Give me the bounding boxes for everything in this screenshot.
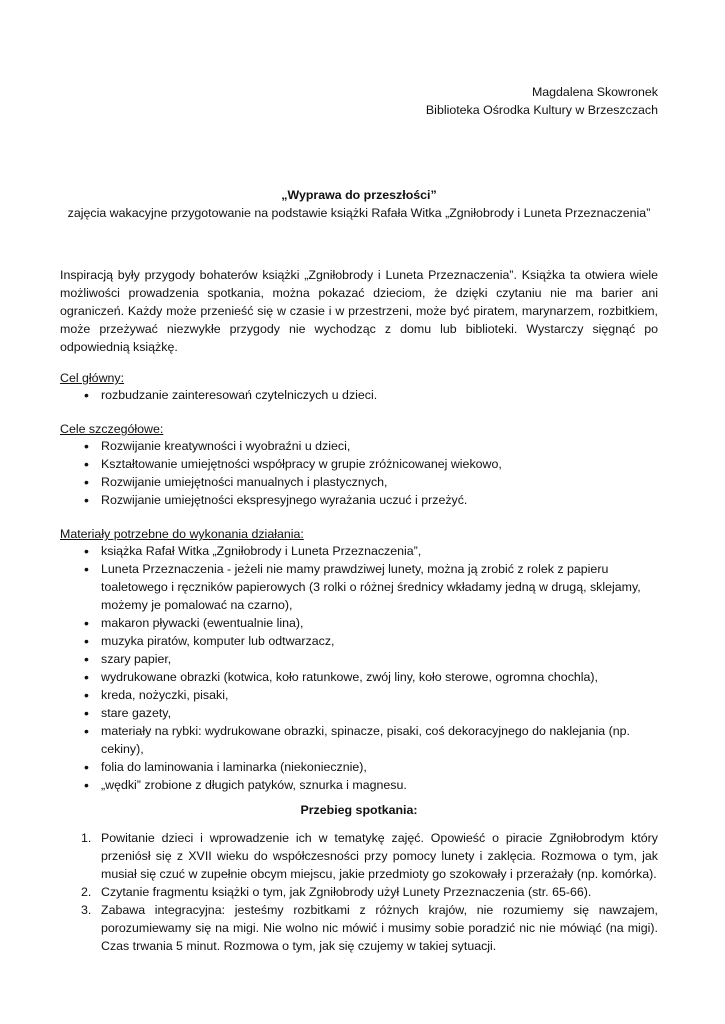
step-text: Czytanie fragmentu książki o tym, jak Zgniłobrody użył Lunety Przeznaczenia (str. 65-66). (101, 885, 592, 899)
materials-heading: Materiały potrzebne do wykonania działania: (60, 527, 304, 541)
intro-paragraph: Inspiracją były przygody bohaterów książki „Zgniłobrody i Luneta Przeznaczenia”. Książka ta otwiera wiele możliwości prowadzenia spotkania, można pokazać dzieciom, że dzięki czytaniu nie ma barier ani ograniczeń. Każdy może przenieść się w czasie i w przestrzeni, może być piratem, marynarzem, rozbitkiem, może przeżywać niezwykłe przygody nie wychodząc z domu lub biblioteki. Wystarczy sięgnąć po odpowiednią książkę. (60, 268, 658, 354)
list-item: • rozbudzanie zainteresowań czytelniczych u dzieci. (60, 386, 658, 404)
step-item (60, 883, 658, 901)
step-text: Powitanie dzieci i wprowadzenie ich w tematykę zajęć. Opowieść o piracie Zgniłobrodym który przeniósł się z XVII wieku do współczesności przy pomocy lunety i zaklęcia. Rozmowa o tym, jak musiał się czuć w zupełnie obcym miejscu, jakie przedmioty go szokowały i przerażały (np. komórka). (101, 831, 658, 881)
list-item: • Rozwijanie kreatywności i wyobraźni u dzieci, (60, 437, 658, 455)
step-item (60, 901, 658, 955)
list-item: • „wędki” zrobione z długich patyków, sznurka i magnesu. (60, 776, 658, 794)
procedure-heading: Przebieg spotkania: (300, 803, 418, 817)
author-name: Magdalena Skowronek (531, 85, 658, 99)
list-item: • makaron pływacki (ewentualnie lina), (60, 614, 658, 632)
list-item: • Rozwijanie umiejętności manualnych i plastycznych, (60, 473, 658, 491)
list-item: • muzyka piratów, komputer lub odtwarzacz, (60, 632, 658, 650)
step-item (60, 829, 658, 883)
list-item: • kreda, nożyczki, pisaki, (60, 686, 658, 704)
main-goal-list (60, 386, 658, 404)
specific-goals-heading: Cele szczegółowe: (60, 422, 164, 436)
main-goal-heading: Cel główny: (60, 371, 125, 385)
list-item: • Rozwijanie umiejętności ekspresyjnego wyrażania uczuć i przeżyć. (60, 491, 658, 509)
step-text: Zabawa integracyjna: jesteśmy rozbitkami z różnych krajów, nie rozumiemy się nawzajem, porozumiewamy się na migi. Nie wolno nic mówić i musimy sobie poradzić nic nie mówiąć (na migi). Czas trwania 5 minut. Rozmowa o tym, jak się czujemy w takiej sytuacji. (101, 903, 658, 953)
list-item: • książka Rafał Witka „Zgniłobrody i Luneta Przeznaczenia”, (60, 542, 658, 560)
document-title: „Wyprawa do przeszłości” (281, 188, 437, 202)
list-item: • stare gazety, (60, 704, 658, 722)
list-item: • folia do laminowania i laminarka (niekoniecznie), (60, 758, 658, 776)
list-item: • Luneta Przeznaczenia - jeżeli nie mamy prawdziwej lunety, można ją zrobić z rolek z papieru toaletowego i ręczników papierowych (3 rolki o różnej średnicy wkładamy jedną w drugą, sklejamy, możemy je pomalować na czarno), (60, 560, 658, 614)
procedure-steps (60, 829, 658, 955)
document-subtitle: zajęcia wakacyjne przygotowanie na podstawie książki Rafała Witka „Zgniłobrody i Luneta Przeznaczenia” (67, 206, 651, 220)
list-item: • szary papier, (60, 650, 658, 668)
list-item: • wydrukowane obrazki (kotwica, koło ratunkowe, zwój liny, koło sterowe, ogromna chochla), (60, 668, 658, 686)
step-number: 2. (81, 885, 92, 899)
step-number: 3. (81, 903, 92, 917)
title-block (60, 186, 658, 222)
materials-list (60, 542, 658, 794)
author-institution: Biblioteka Ośrodka Kultury w Brzeszczach (425, 103, 658, 117)
author-block (426, 83, 658, 119)
specific-goals-list (60, 437, 658, 509)
list-item: • Kształtowanie umiejętności współpracy w grupie zróżnicowanej wiekowo, (60, 455, 658, 473)
list-item: • materiały na rybki: wydrukowane obrazki, spinacze, pisaki, coś dekoracyjnego do naklejania (np. cekiny), (60, 722, 658, 758)
step-number: 1. (81, 831, 92, 845)
